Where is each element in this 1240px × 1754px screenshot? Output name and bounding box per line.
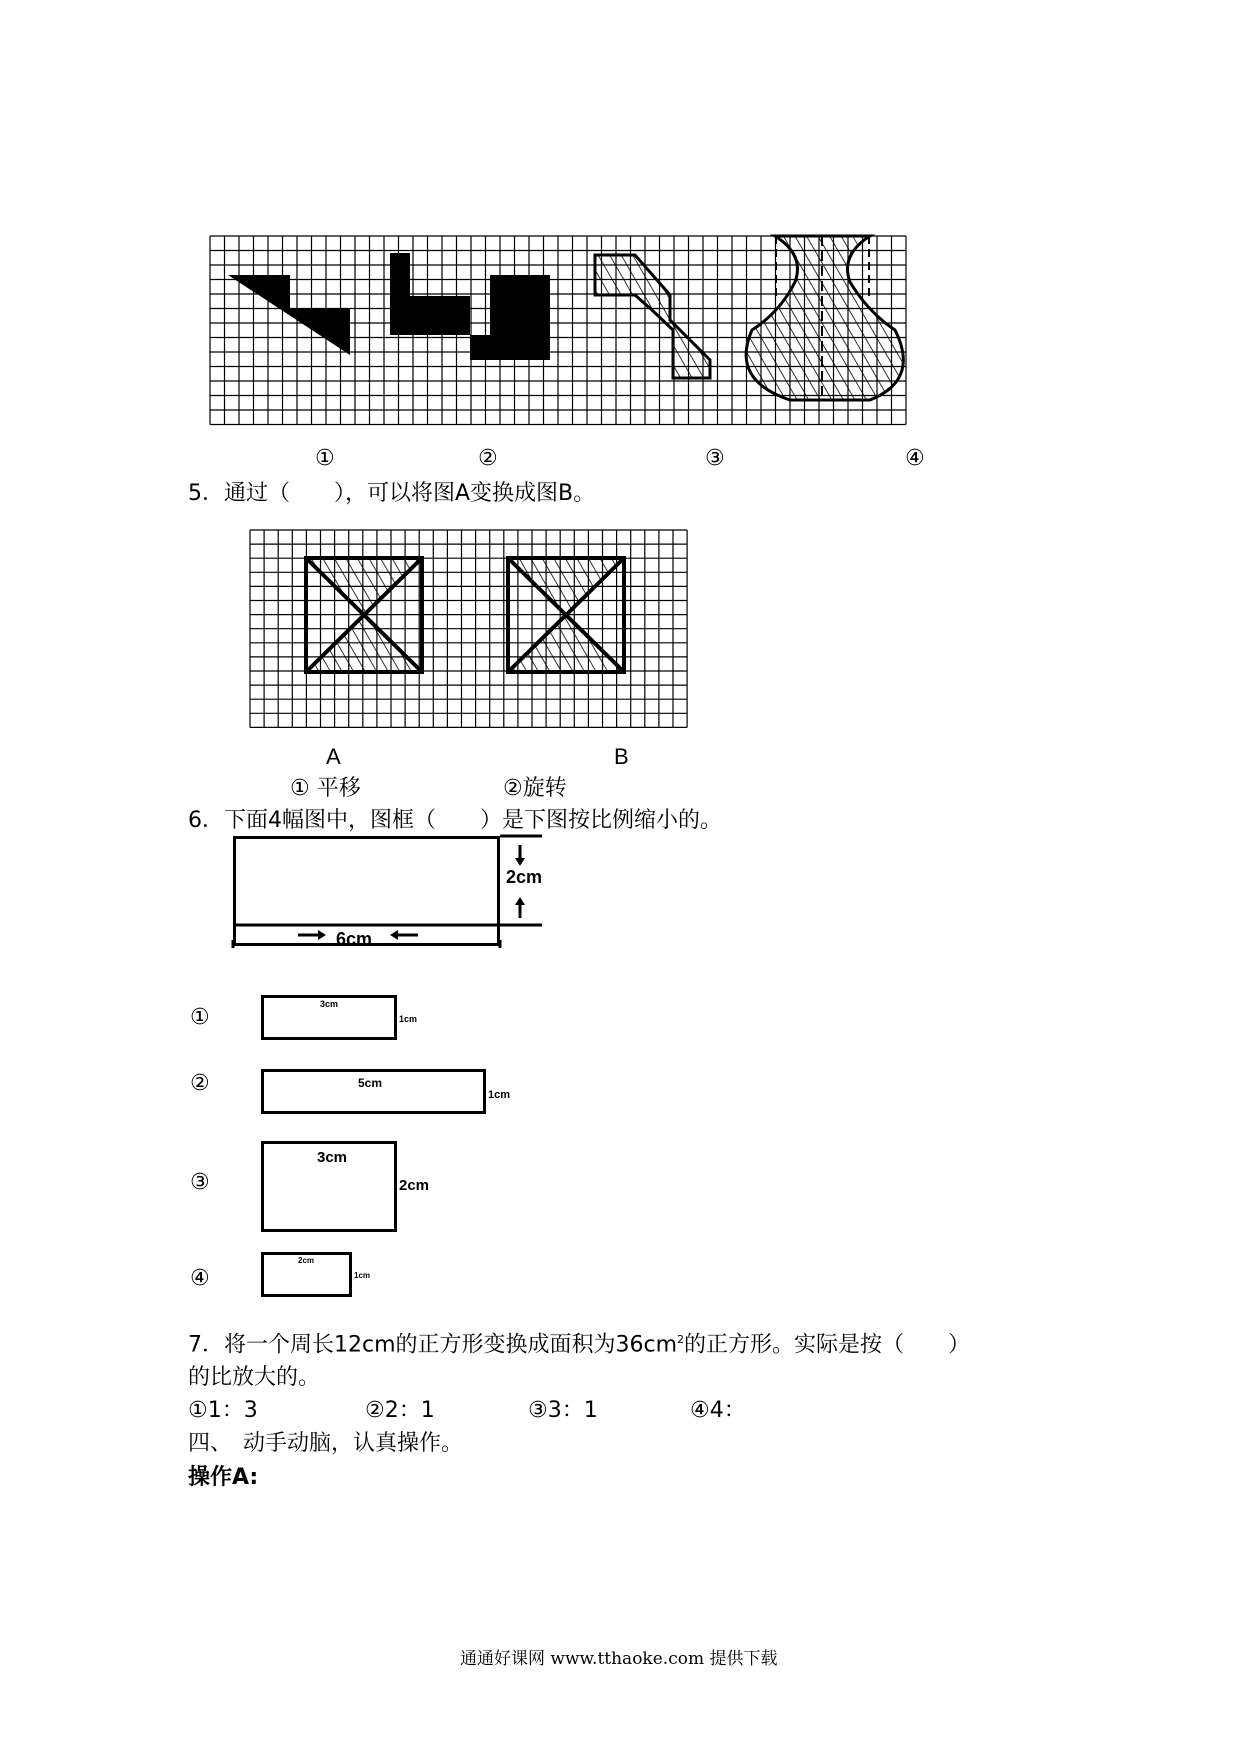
figure-label-1: ① <box>315 446 335 471</box>
q7-line-1-post: 的正方形。实际是按（ ） <box>684 1332 971 1358</box>
page-footer: 通通好课网 www.tthaoke.com 提供下载 <box>460 1649 778 1669</box>
q7-line-2: 的比放大的。 <box>188 1365 321 1390</box>
q6-option-2-mark: ② <box>190 1071 210 1096</box>
q6-option-1-width: 3cm <box>320 999 339 1009</box>
q6-option-3-width: 3cm <box>317 1149 348 1166</box>
operation-a-title: 操作A: <box>188 1465 259 1490</box>
figure-label-2: ② <box>478 446 498 471</box>
q5-option-2: ②旋转 <box>503 776 567 801</box>
q5-text: 5．通过（ ），可以将图A变换成图B。 <box>188 481 596 506</box>
q6-option-1-mark: ① <box>190 1005 210 1030</box>
q6-option-4-height: 1cm <box>354 1271 371 1280</box>
q6-main-width-label: 6cm <box>336 929 373 949</box>
q6-option-1-height: 1cm <box>399 1014 418 1024</box>
section-4-title: 四、 动手动脑，认真操作。 <box>188 1431 464 1456</box>
q6-option-3-mark: ③ <box>190 1170 210 1195</box>
q6-option-4-mark: ④ <box>190 1266 210 1291</box>
q7-option-1: ①1：3 <box>188 1398 258 1423</box>
q5-fig-a-label: A <box>326 744 341 769</box>
q7-line-1 <box>188 1334 970 1356</box>
q6-option-3-height: 2cm <box>399 1177 430 1194</box>
q6-text: 6．下面4幅图中，图框（ ）是下图按比例缩小的。 <box>188 808 722 833</box>
q7-option-4: ④4： <box>690 1398 746 1423</box>
q6-option-4-width: 2cm <box>298 1256 315 1265</box>
q5-option-1: ① 平移 <box>290 776 361 801</box>
q7-option-2: ②2：1 <box>365 1398 435 1423</box>
q7-line-1-pre: 7．将一个周长12cm的正方形变换成面积为36cm <box>188 1332 678 1358</box>
q7-superscript: 2 <box>677 1333 685 1346</box>
figure-label-3: ③ <box>705 446 725 471</box>
q6-option-2-width: 5cm <box>358 1076 383 1090</box>
q6-main-height-label: 2cm <box>506 867 543 887</box>
q7-option-3: ③3：1 <box>528 1398 598 1423</box>
q5-fig-b-label: B <box>614 744 629 769</box>
q6-option-2-height: 1cm <box>488 1089 511 1101</box>
figure-label-4: ④ <box>905 446 925 471</box>
